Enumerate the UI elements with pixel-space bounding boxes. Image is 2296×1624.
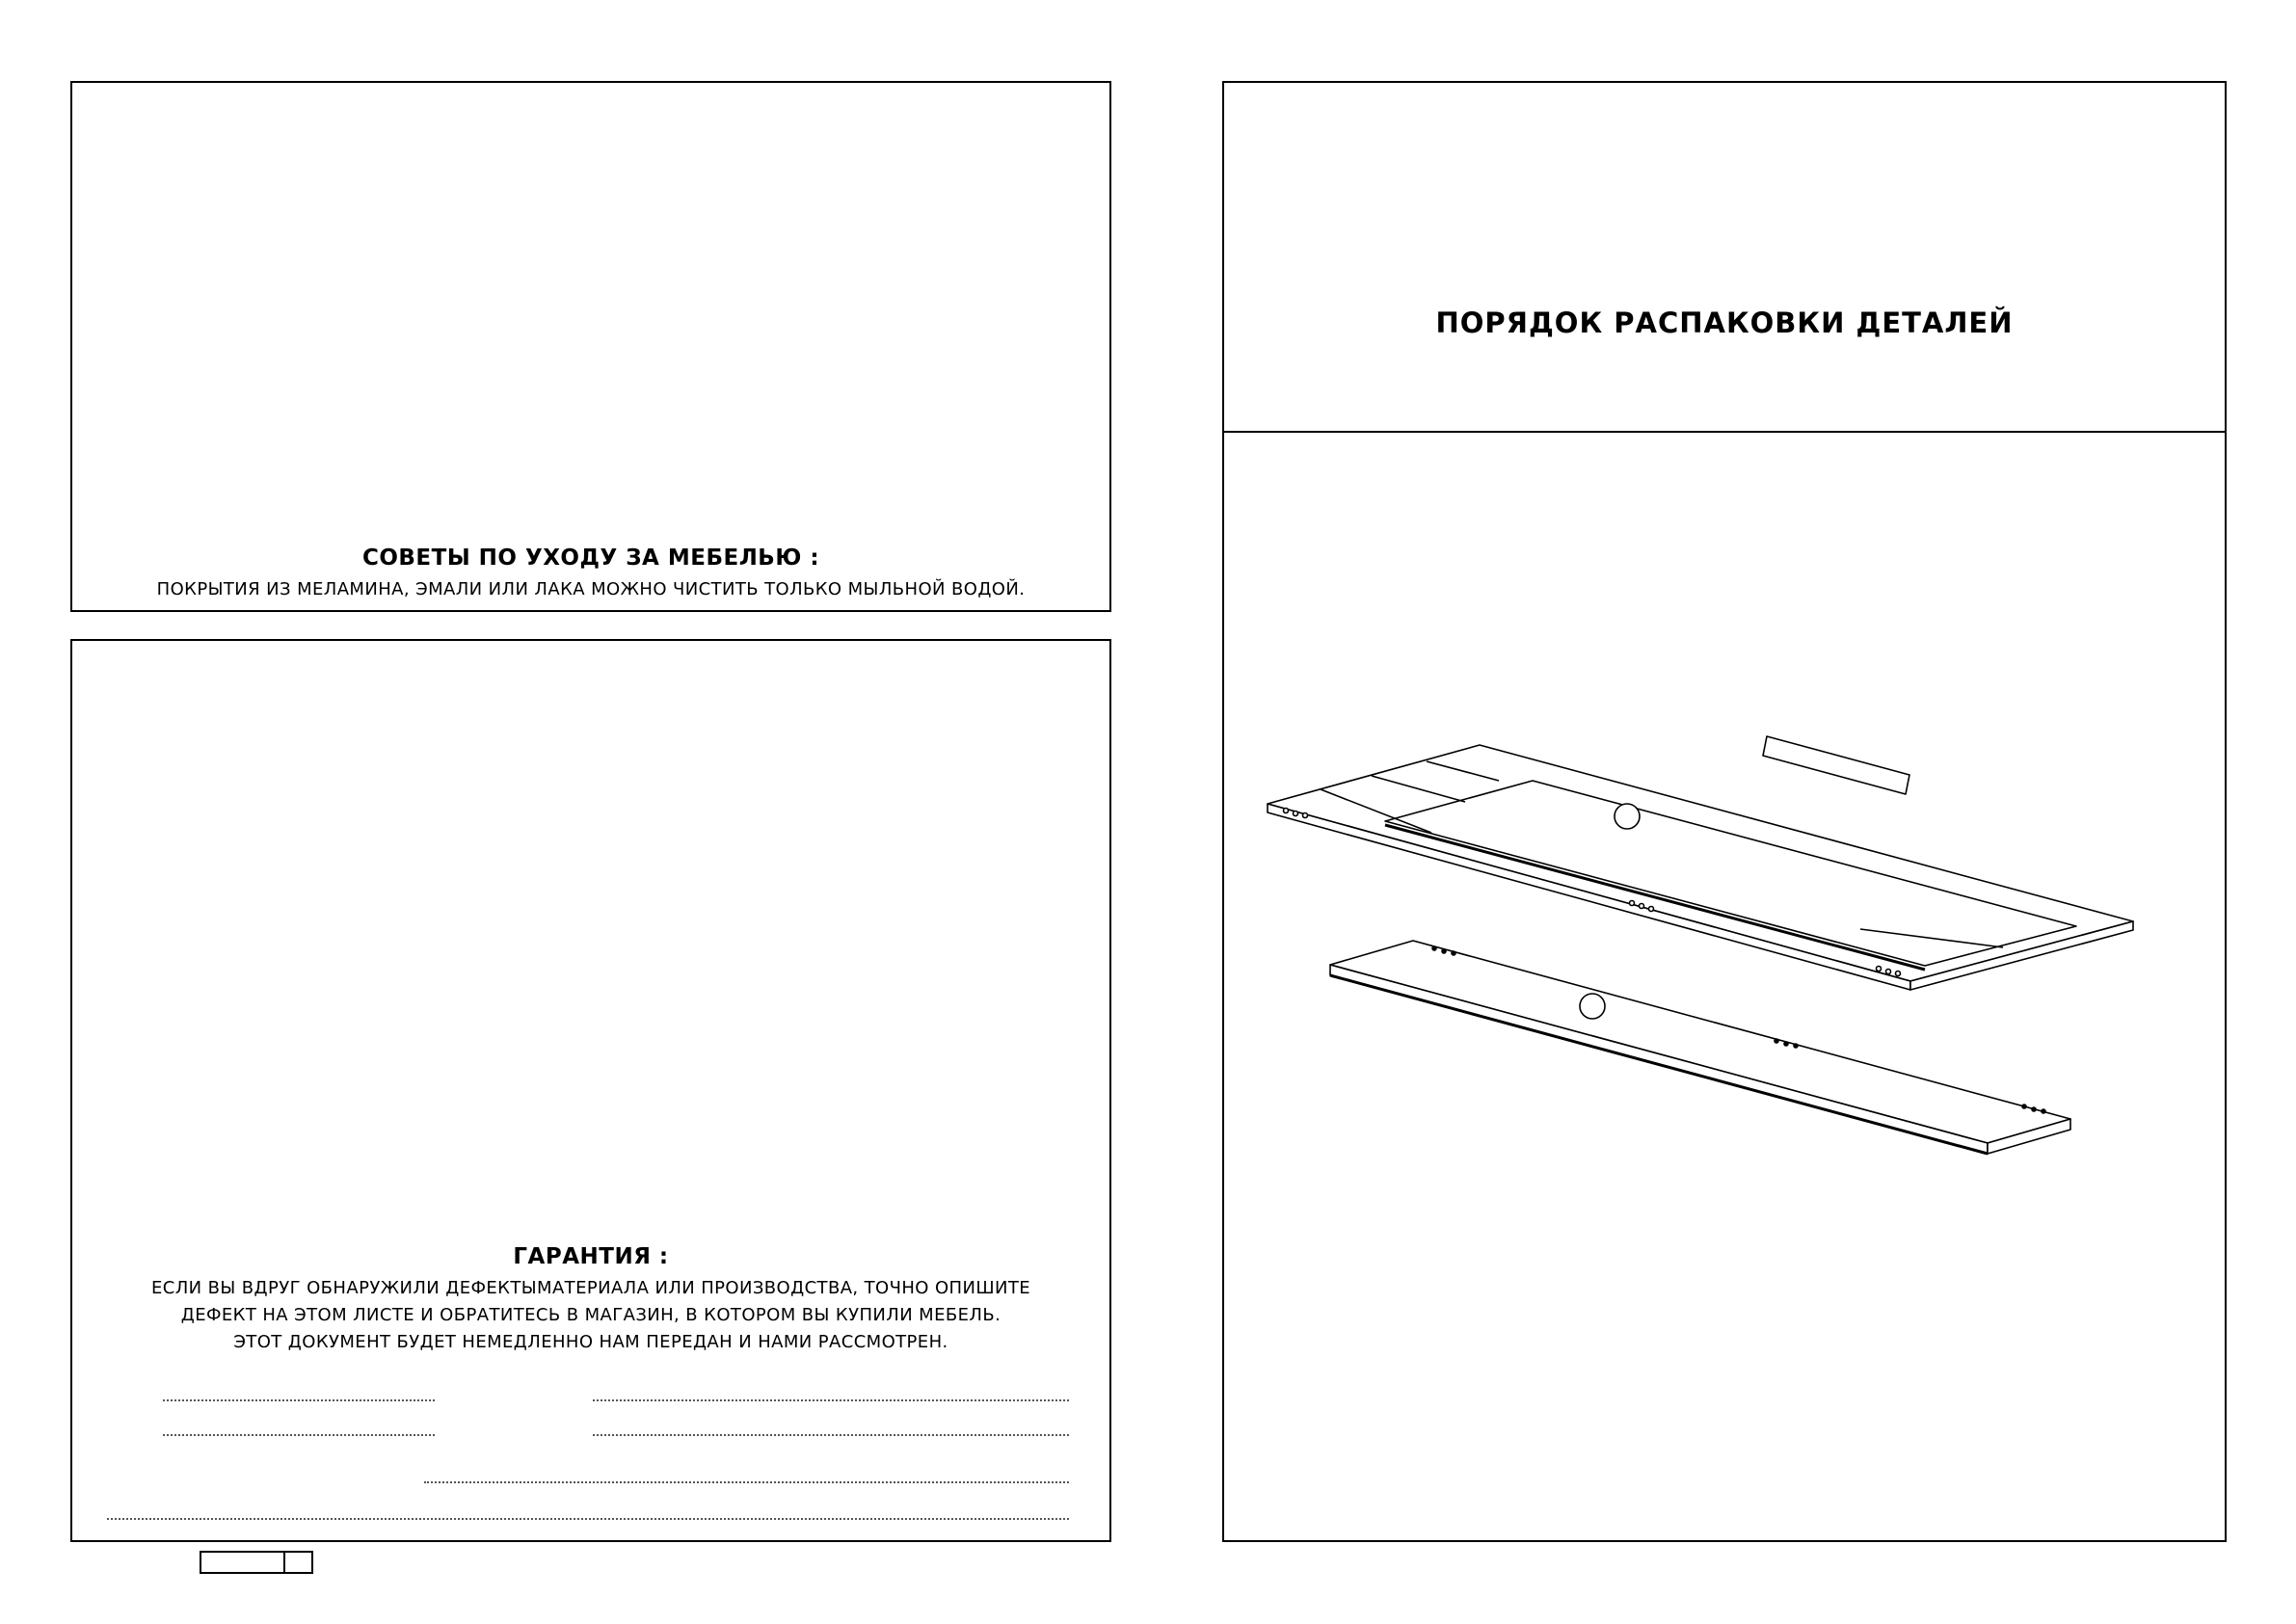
warranty-text-line: ДЕФЕКТ НА ЭТОМ ЛИСТЕ И ОБРАТИТЕСЬ В МАГАЗИН, В КОТОРОМ ВЫ КУПИЛИ МЕБЕЛЬ. (180, 1305, 1001, 1325)
warranty-text-line: ЭТОТ ДОКУМЕНТ БУДЕТ НЕМЕДЛЕННО НАМ ПЕРЕДАН И НАМИ РАССМОТРЕН. (233, 1332, 948, 1352)
cable-hole (1615, 804, 1640, 829)
dowel-hole (1649, 907, 1654, 912)
dowel-hole (1630, 901, 1635, 906)
dowel-hole (1896, 972, 1901, 976)
care-advice-panel (70, 81, 1111, 612)
cable-hole (1580, 994, 1605, 1019)
panels-exploded-drawing (1224, 83, 2229, 1544)
unpacking-order-title: ПОРЯДОК РАСПАКОВКИ ДЕТАЛЕЙ (1435, 306, 2014, 339)
dowel-hole (1640, 904, 1644, 909)
defect-description-line[interactable] (424, 1481, 1069, 1483)
dowel-hole (1452, 951, 1455, 955)
dowel-hole (2032, 1107, 2036, 1111)
unpacking-order-panel (1222, 81, 2227, 1542)
bottom-panel-edge-front (1330, 965, 1988, 1154)
dowel-hole (2022, 1105, 2026, 1108)
strip-part (1763, 736, 1909, 794)
care-advice-text: ПОКРЫТИЯ ИЗ МЕЛАМИНА, ЭМАЛИ ИЛИ ЛАКА МОЖНО ЧИСТИТЬ ТОЛЬКО МЫЛЬНОЙ ВОДОЙ. (156, 579, 1026, 599)
defect-description-line[interactable] (163, 1399, 435, 1401)
care-advice-title: СОВЕТЫ ПО УХОДУ ЗА МЕБЕЛЬЮ : (361, 546, 820, 571)
dowel-hole (1775, 1039, 1778, 1043)
dowel-hole (1784, 1042, 1788, 1046)
defect-description-line[interactable] (107, 1518, 1069, 1520)
dowel-hole (1794, 1044, 1798, 1048)
stamp-box-divider (283, 1553, 285, 1572)
dowel-hole (1877, 967, 1882, 972)
dowel-hole (1432, 946, 1436, 950)
defect-description-line[interactable] (593, 1399, 1069, 1401)
bottom-panel-edge-line (1330, 975, 1988, 1154)
warranty-panel (70, 639, 1111, 1542)
dowel-hole (1284, 809, 1289, 813)
dowel-hole (1303, 813, 1308, 818)
dowel-hole (1294, 812, 1298, 816)
stamp-box (200, 1551, 313, 1574)
warranty-text-line: ЕСЛИ ВЫ ВДРУГ ОБНАРУЖИЛИ ДЕФЕКТЫМАТЕРИАЛА ИЛИ ПРОИЗВОДСТВА, ТОЧНО ОПИШИТЕ (150, 1278, 1031, 1298)
dowel-hole (1886, 970, 1891, 974)
defect-description-line[interactable] (163, 1434, 435, 1436)
dowel-hole (2042, 1109, 2045, 1113)
warranty-title: ГАРАНТИЯ : (513, 1244, 669, 1269)
dowel-hole (1442, 949, 1446, 953)
defect-description-line[interactable] (593, 1434, 1069, 1436)
